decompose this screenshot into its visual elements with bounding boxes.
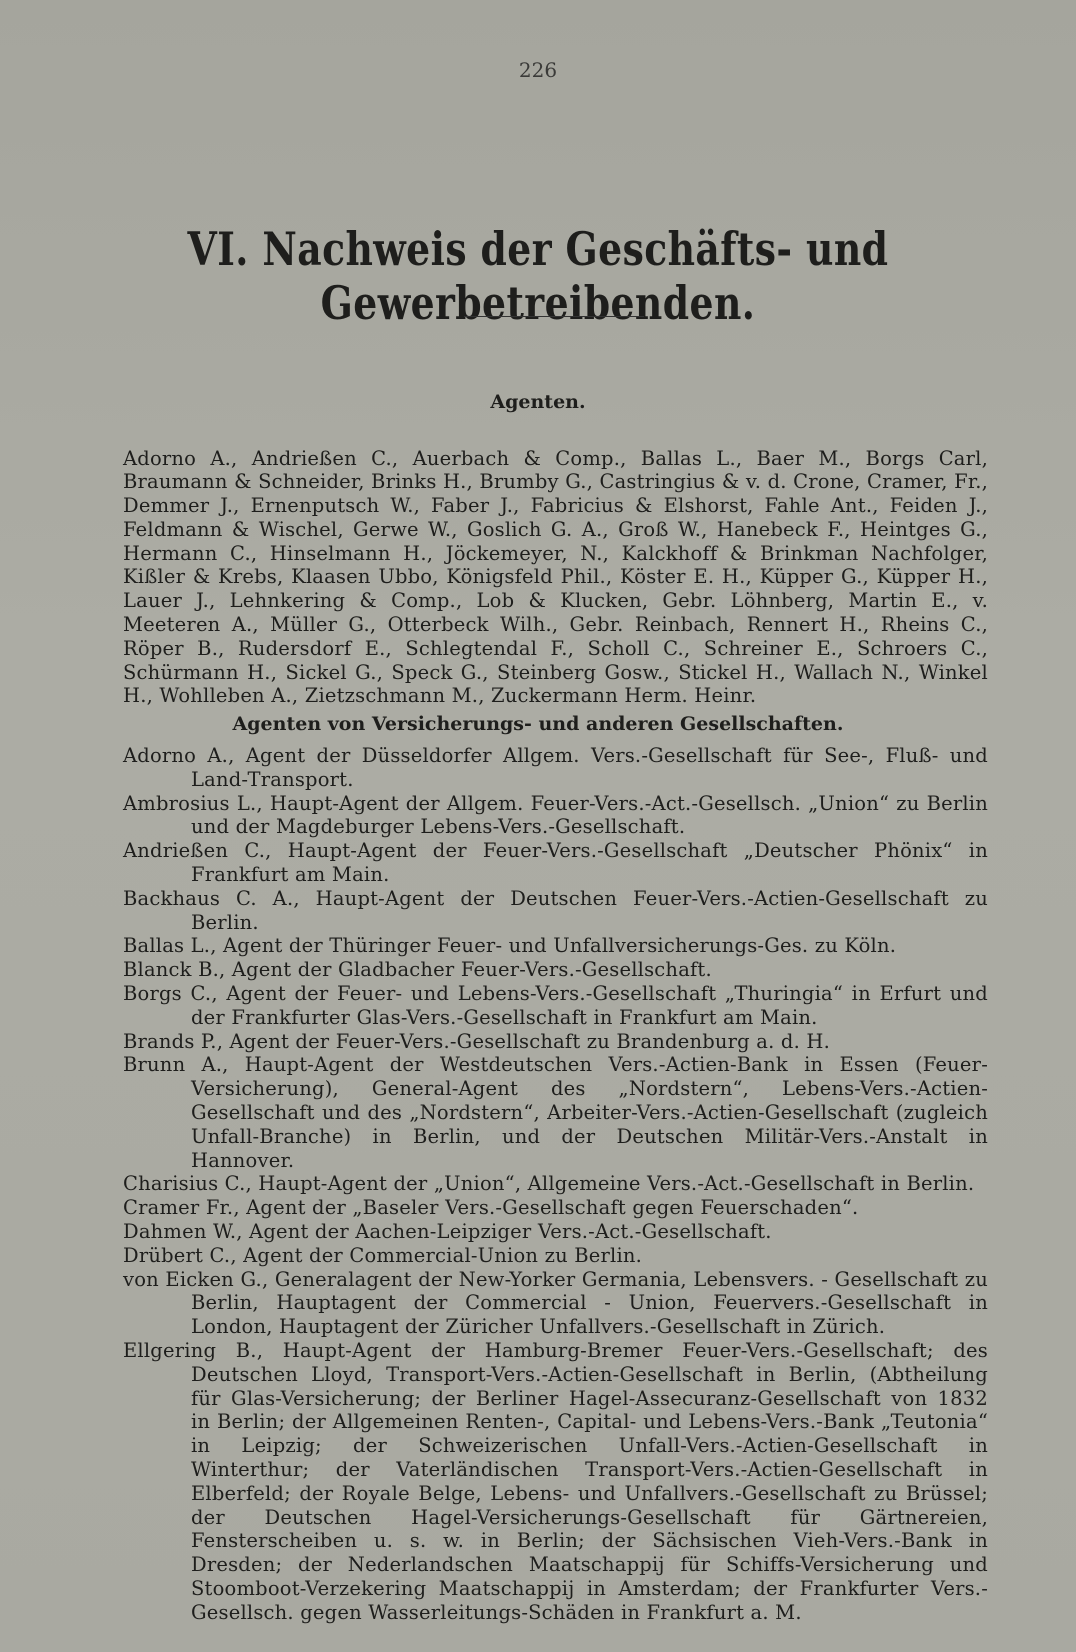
list-item: Charisius C., Haupt-Agent der „Union“, Allgemeine Vers.-Act.-Gesellschaft in Berlin. — [123, 1172, 975, 1196]
section-heading-versicherungen: Agenten von Versicherungs- und anderen Gesellschaften. — [232, 713, 844, 735]
list-item: Cramer Fr., Agent der „Baseler Vers.-Gesellschaft gegen Feuerschaden“. — [123, 1196, 859, 1220]
list-item: Brunn A., Haupt-Agent der Westdeutschen Vers.-Actien-Bank in Essen (Feuer-Versicherung), General-Agent des „Nordstern“, Lebens-Vers.-Actien-Gesellschaft und des „Nordstern“, Arbeiter-Vers.-Actien-Gesellschaft (zugleich Unfall-Branche) in Berlin, und der Deutschen Militär-Vers.-Anstalt in Hannover. — [123, 1053, 988, 1172]
section-heading-agenten: Agenten. — [490, 391, 586, 413]
list-item: Ellgering B., Haupt-Agent der Hamburg-Bremer Feuer-Vers.-Gesellschaft; des Deutschen Lloyd, Transport-Vers.-Actien-Gesellschaft in Berlin, (Abtheilung für Glas-Versicherung; der Berliner Hagel-Assecuranz-Gesellschaft von 1832 in Berlin; der Allgemeinen Renten-, Capital- und Lebens-Vers.-Bank „Teutonia“ in Leipzig; der Schweizerischen Unfall-Vers.-Actien-Gesellschaft in Winterthur; der Vaterländischen Transport-Vers.-Actien-Gesellschaft in Elberfeld; der Royale Belge, Lebens- und Unfallvers.-Gesellschaft zu Brüssel; der Deutschen Hagel-Versicherungs-Gesellschaft für Gärtnereien, Fensterscheiben u. s. w. in Berlin; der Sächsischen Vieh-Vers.-Bank in Dresden; der Nederlandschen Maatschappij für Schiffs-Versicherung und Stoomboot-Verzekering Maatschappij in Amsterdam; der Frankfurter Vers.-Gesellsch. gegen Wasserleitungs-Schäden in Frankfurt a. M. — [123, 1338, 988, 1624]
list-item: Dahmen W., Agent der Aachen-Leipziger Vers.-Act.-Gesellschaft. — [123, 1219, 772, 1243]
list-item: Ballas L., Agent der Thüringer Feuer- und Unfallversicherungs-Ges. zu Köln. — [123, 934, 897, 958]
chapter-title: VI. Nachweis der Geschäfts- und Gewerbetreibenden. — [187, 222, 889, 330]
list-item: Borgs C., Agent der Feuer- und Lebens-Vers.-Gesellschaft „Thuringia“ in Erfurt und der Frankfurter Glas-Vers.-Gesellschaft in Frankfurt am Main. — [123, 981, 988, 1029]
list-item: Blanck B., Agent der Gladbacher Feuer-Vers.-Gesellschaft. — [123, 958, 712, 982]
list-item: Drübert C., Agent der Commercial-Union zu Berlin. — [123, 1243, 643, 1267]
page-number: 226 — [518, 58, 558, 82]
list-item: Ambrosius L., Haupt-Agent der Allgem. Feuer-Vers.-Act.-Gesellsch. „Union“ zu Berlin und der Magdeburger Lebens-Vers.-Gesellschaft. — [123, 791, 988, 839]
list-item: Backhaus C. A., Haupt-Agent der Deutschen Feuer-Vers.-Actien-Gesellschaft zu Berlin. — [123, 886, 988, 934]
list-item: Adorno A., Agent der Düsseldorfer Allgem. Vers.-Gesellschaft für See-, Fluß- und Land-Transport. — [123, 744, 988, 791]
insurance-agent-entries — [123, 744, 988, 1624]
list-item: von Eicken G., Generalagent der New-Yorker Germania, Lebensvers. - Gesellschaft zu Berlin, Hauptagent der Commercial - Union, Feuervers.-Gesellschaft in London, Hauptagent der Züricher Unfallvers.-Gesellschaft in Zürich. — [123, 1267, 988, 1339]
agenten-list: Adorno A., Andrießen C., Auerbach & Comp., Ballas L., Baer M., Borgs Carl, Braumann & Schneider, Brinks H., Brumby G., Castringius & v. d. Crone, Cramer, Fr., Demmer J., Ernenputsch W., Faber J., Fabricius & Elshorst, Fahle Ant., Feiden J., Feldmann & Wischel, Gerwe W., Goslich G. A., Groß W., Hanebeck F., Heintges G., Hermann C., Hinselmann H., Jöckemeyer, N., Kalckhoff & Brinkman Nachfolger, Kißler & Krebs, Klaasen Ubbo, Königsfeld Phil., Köster E. H., Küpper G., Küpper H., Lauer J., Lehnkering & Comp., Lob & Klucken, Gebr. Löhnberg, Martin E., v. Meeteren A., Müller G., Otterbeck Wilh., Gebr. Reinbach, Rennert H., Rheins C., Röper B., Rudersdorf E., Schlegtendal F., Scholl C., Schreiner E., Schroers C., Schürmann H., Sickel G., Speck G., Steinberg Gosw., Stickel H., Wallach N., Winkel H., Wohlleben A., Zietzschmann M., Zuckermann Herm. Heinr. — [123, 446, 988, 708]
section-versicherungen — [0, 713, 1076, 735]
title-divider — [464, 316, 644, 317]
list-item: Brands P., Agent der Feuer-Vers.-Gesellschaft zu Brandenburg a. d. H. — [123, 1029, 830, 1053]
list-item: Andrießen C., Haupt-Agent der Feuer-Vers.-Gesellschaft „Deutscher Phönix“ in Frankfurt am Main. — [123, 839, 988, 886]
section-agenten — [0, 391, 1076, 413]
